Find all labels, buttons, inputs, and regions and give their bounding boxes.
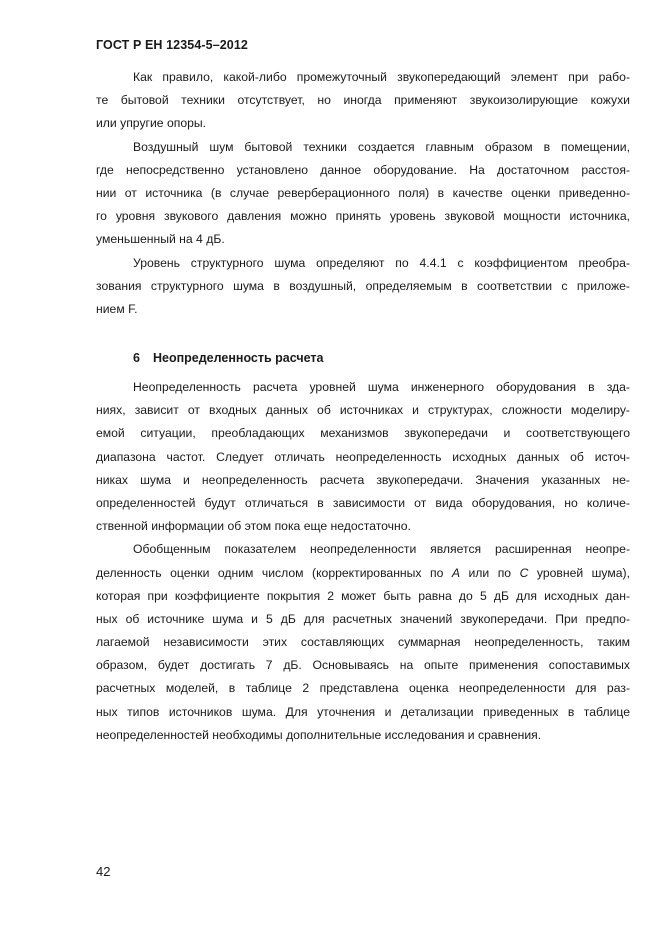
text-line: Воздушный шум бытовой техники создается главным образом в помещении,: [133, 139, 630, 154]
text-line: зования структурного шума в воздушный, определяемым в соответствии с приложе-: [96, 278, 630, 293]
text-line: определенностей будут отличаться в зависимости от вида оборудования, но количе-: [96, 495, 630, 510]
text-line: образом, будет достигать 7 дБ. Основываясь на опыте применения сопоставимых: [96, 658, 630, 673]
text-line: ных типов источников шума. Для уточнения и детализации приведенных в таблице: [96, 704, 630, 719]
paragraph: [96, 66, 630, 136]
text-line: Неопределенность расчета уровней шума инженерного оборудования в зда-: [133, 380, 630, 394]
text-line: уменьшенный на 4 дБ.: [96, 232, 225, 247]
section-text-block: [96, 376, 630, 747]
section-title: Неопределенность расчета: [153, 351, 324, 365]
text-line: лагаемой независимости этих составляющих суммарная неопределенность, таким: [96, 635, 630, 650]
section-heading: [133, 351, 324, 365]
italic-letter: C: [519, 565, 529, 580]
text-line: нии от источника (в случае реверберационного поля) в качестве оценки приведенно-: [96, 185, 630, 200]
text-line: Обобщенным показателем неопределенности является расширенная неопре-: [133, 542, 630, 557]
text-line: емой ситуации, преобладающих механизмов звукопередачи и соответствующего: [96, 426, 630, 441]
text-line: где непосредственно установлено данное оборудование. На достаточном расстоя-: [96, 162, 630, 177]
text-line: никах шума и неопределенность расчета звукопередачи. Значения указанных не-: [96, 472, 630, 487]
text-line: го уровня звукового давления можно принять уровень звуковой мощности источника,: [96, 209, 630, 224]
text-line: диапазона частот. Следует отличать неопределенность исходных данных об источ-: [96, 449, 630, 464]
paragraph: [96, 538, 630, 747]
text-line: Уровень структурного шума определяют по 4.4.1 с коэффициентом преобра-: [133, 255, 630, 270]
text-line: ственной информации об этом пока еще недостаточно.: [96, 519, 411, 534]
italic-letter: A: [451, 565, 461, 580]
text-line: нием F.: [96, 301, 138, 316]
text-fragment: уровней шума),: [528, 565, 630, 580]
text-line: те бытовой техники отсутствует, но иногда применяют звукоизолирующие кожухи: [96, 93, 630, 108]
text-fragment: деленность оценки одним числом (корректированных по: [96, 565, 452, 580]
section-number: 6: [133, 351, 140, 365]
intro-text-block: [96, 66, 630, 321]
text-line: которая при коэффициенте покрытия 2 может быть равна до 5 дБ для исходных дан-: [96, 588, 630, 603]
text-line: или упругие опоры.: [96, 116, 207, 131]
page-number: 42: [96, 864, 111, 879]
text-line: [96, 562, 630, 585]
text-line: Как правило, какой-либо промежуточный звукопередающий элемент при рабо-: [133, 70, 630, 84]
text-line: ниях, зависит от входных данных об источниках и структурах, сложности моделиру-: [96, 403, 630, 418]
document-header: ГОСТ Р ЕН 12354-5–2012: [96, 38, 248, 52]
paragraph: [96, 136, 630, 252]
text-line: неопределенностей необходимы дополнительные исследования и сравнения.: [96, 727, 542, 742]
text-fragment: или по: [460, 565, 520, 580]
text-line: расчетных моделей, в таблице 2 представлена оценка неопределенности для раз-: [96, 681, 630, 696]
paragraph: [96, 376, 630, 538]
text-line: ных об источнике шума и 5 дБ для расчетных значений звукопередачи. При предпо-: [96, 611, 630, 626]
paragraph: [96, 252, 630, 322]
